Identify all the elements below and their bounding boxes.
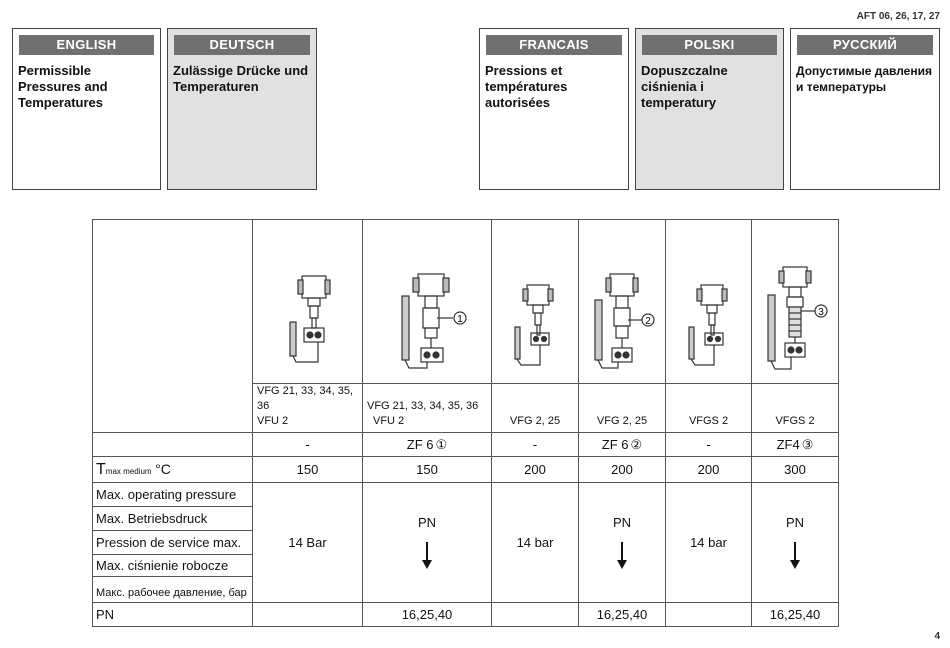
- accessory-value: -: [706, 437, 711, 452]
- valve-drawing-cell: [363, 220, 492, 384]
- valve-drawing: [258, 270, 358, 380]
- pressure-value: 14 bar: [666, 483, 752, 603]
- lang-box-russian: [790, 28, 940, 190]
- tmax-value: 300: [752, 457, 839, 483]
- valve-drawing-cell: [752, 220, 839, 384]
- model-cell: [752, 384, 839, 433]
- lang-title: Dopuszczalne ciśnienia i temperatury: [641, 63, 728, 110]
- valve-drawing: [495, 275, 575, 380]
- pressure-value: 14 bar: [492, 483, 579, 603]
- accessory-cell: [363, 433, 492, 457]
- pn-value: 16,25,40: [752, 603, 839, 627]
- lang-heading: ENGLISH: [19, 35, 154, 55]
- model-line: VFG 2, 25: [596, 415, 648, 427]
- lang-heading: POLSKI: [642, 35, 777, 55]
- tmax-value: 200: [579, 457, 666, 483]
- lang-title: Pressions et températures autorisées: [485, 63, 568, 110]
- valve-drawing: [580, 260, 665, 380]
- pn-value: 16,25,40: [363, 603, 492, 627]
- accessory-value: ZF4: [776, 436, 800, 452]
- model-line: VFU 2: [373, 415, 405, 427]
- accessory-cell: [752, 433, 839, 457]
- model-cell: [666, 384, 752, 433]
- pn-value: [666, 603, 752, 627]
- pn-value: 16,25,40: [579, 603, 666, 627]
- valve-drawing-cell: [253, 220, 363, 384]
- pressure-value-cell: [579, 483, 666, 603]
- pressure-value: PN: [417, 515, 437, 530]
- pressure-value: 14 Bar: [253, 483, 363, 603]
- page-number: 4: [934, 631, 940, 642]
- pn-value: [253, 603, 363, 627]
- tmax-unit: °C: [155, 460, 171, 477]
- model-line: VFGS 2: [775, 415, 815, 427]
- svg-text:3: 3: [817, 307, 824, 318]
- lang-title: Допустимые давления и температуры: [796, 64, 932, 94]
- pressure-label: Pression de service max.: [93, 531, 253, 555]
- accessory-value: -: [305, 437, 310, 452]
- tmax-subscript: max medium: [105, 466, 152, 476]
- model-cell: [363, 384, 492, 433]
- pressure-temperature-table: [92, 219, 839, 627]
- arrow-down-icon: [614, 542, 630, 570]
- accessory-cell: [492, 433, 579, 457]
- lang-box-deutsch: [167, 28, 317, 190]
- table-corner-cell: [93, 220, 253, 433]
- pressure-value: PN: [785, 515, 805, 530]
- lang-title: Zulässige Drücke und Temperaturen: [173, 63, 309, 94]
- accessory-value: ZF 6: [406, 436, 434, 452]
- tmax-value: 150: [363, 457, 492, 483]
- pressure-value: PN: [612, 515, 632, 530]
- model-line: VFU 2: [257, 415, 289, 427]
- accessory-cell: [579, 433, 666, 457]
- callout-3-icon: ③: [801, 436, 814, 452]
- pressure-value-cell: [752, 483, 839, 603]
- svg-text:2: 2: [644, 316, 651, 327]
- model-line: VFGS 2: [688, 415, 729, 427]
- pressure-label: Max. ciśnienie robocze: [93, 555, 253, 577]
- callout-2-icon: ②: [630, 436, 643, 452]
- model-line: VFG 21, 33, 34, 35, 36: [367, 400, 479, 412]
- model-cell: [253, 384, 363, 433]
- accessory-cell: [666, 433, 752, 457]
- pressure-label: Max. Betriebsdruck: [93, 507, 253, 531]
- model-line: VFG 2, 25: [509, 415, 561, 427]
- accessory-value: -: [532, 437, 538, 452]
- lang-box-francais: [479, 28, 629, 190]
- lang-box-english: [12, 28, 161, 190]
- valve-drawing: [669, 275, 749, 380]
- svg-text:1: 1: [456, 314, 463, 325]
- model-line: VFG 21, 33, 34, 35, 36: [257, 385, 354, 412]
- valve-drawing-cell: [579, 220, 666, 384]
- valve-drawing-cell: [666, 220, 752, 384]
- pressure-value-cell: [363, 483, 492, 603]
- model-cell: [492, 384, 579, 433]
- lang-box-polski: [635, 28, 784, 190]
- arrow-down-icon: [787, 542, 803, 570]
- tmax-value: 150: [253, 457, 363, 483]
- accessory-label-cell: [93, 433, 253, 457]
- lang-heading: FRANCAIS: [486, 35, 622, 55]
- accessory-cell: [253, 433, 363, 457]
- pn-label: PN: [93, 603, 253, 627]
- lang-title: Permissible Pressures and Temperatures: [18, 63, 108, 110]
- pressure-label: Макс. рабочее давление, бар: [93, 577, 253, 603]
- pressure-label: Max. operating pressure: [93, 483, 253, 507]
- document-code: AFT 06, 26, 17, 27: [856, 11, 940, 22]
- tmax-symbol: T: [96, 460, 106, 478]
- tmax-value: 200: [492, 457, 579, 483]
- lang-heading: РУССКИЙ: [797, 35, 933, 55]
- tmax-label: [93, 457, 253, 483]
- pn-value: [492, 603, 579, 627]
- accessory-value: ZF 6: [601, 436, 629, 452]
- arrow-down-icon: [419, 542, 435, 570]
- lang-heading: DEUTSCH: [174, 35, 310, 55]
- valve-drawing-cell: [492, 220, 579, 384]
- valve-drawing: [753, 255, 838, 380]
- tmax-value: 200: [666, 457, 752, 483]
- callout-1-icon: ①: [435, 436, 448, 452]
- model-cell: [579, 384, 666, 433]
- valve-drawing: [365, 260, 490, 380]
